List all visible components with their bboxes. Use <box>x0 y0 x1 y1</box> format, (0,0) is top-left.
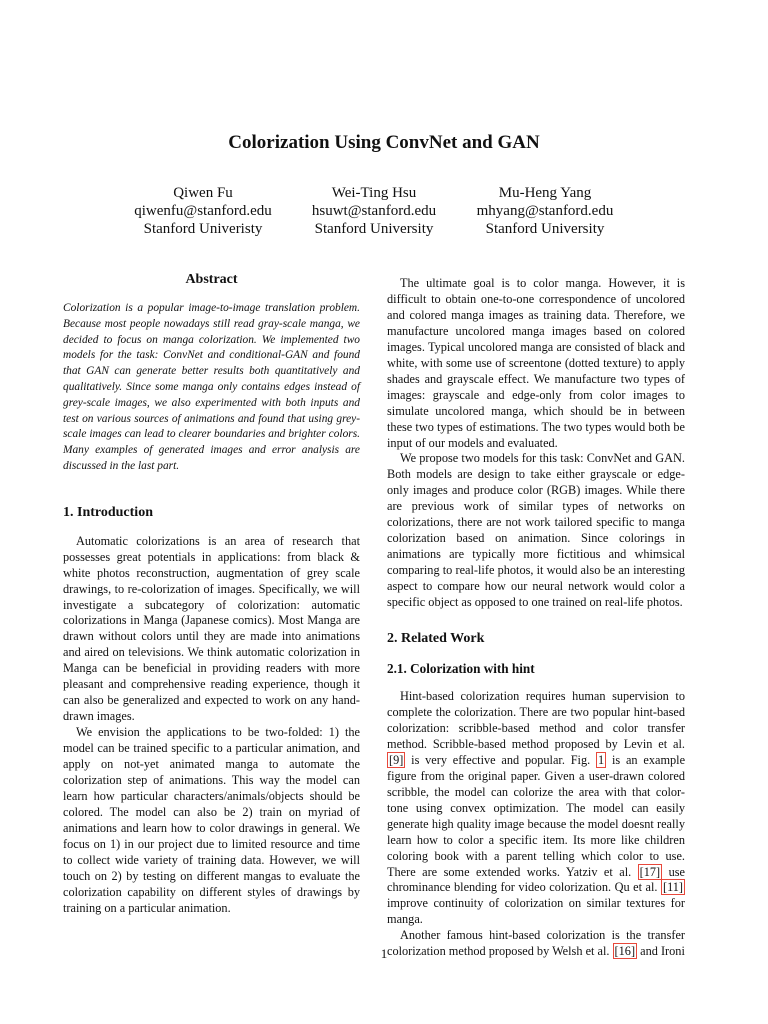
text-run: Another famous hint-based colorization is the transfer colorization method proposed by Welsh et al. <box>387 928 685 959</box>
citation-link[interactable]: [16] <box>614 944 636 959</box>
abstract-text: Colorization is a popular image-to-image translation problem. Because most people nowadays still read gray-scale manga, we decided to focus on manga colorization. We implemented two models for the task: ConvNet and conditional-GAN and found that GAN can generate better results both quantitatively and qualitatively. Since some manga only contains edges instead of grey-scale images, we also experimented with both inputs and test on various sources of animations and found that using grey-scale images can lead to clearer boundaries and brighter colors. Many examples of generated images and error analysis are discussed in the last part. <box>63 301 360 472</box>
intro-paragraph-2: We envision the applications to be two-folded: 1) the model can be trained specific to a particular animation, and apply on not-yet animated manga to automate the colorization step of animations. This way the model can learn how particular characters/animals/objects should be colored. The model can also be 2) train on myriad of animations and learn how to color drawings in general. We focus on 1) in our project due to limited resource and time to collect wide variety of training data. However, we will touch on 2) by testing on different mangas to evaluate the colorization capability on different styles of drawings by training on a particular animation. <box>63 725 360 915</box>
author-affiliation: Stanford University <box>485 221 605 237</box>
figure-link[interactable]: 1 <box>598 752 605 767</box>
left-column <box>63 272 360 917</box>
paper-title: Colorization Using ConvNet and GAN <box>228 132 540 153</box>
colorization-hint-subheading: 2.1. Colorization with hint <box>387 661 535 677</box>
text-run: and Ironi <box>640 944 685 959</box>
introduction-heading: 1. Introduction <box>63 504 153 520</box>
intro-paragraph-3: The ultimate goal is to color manga. However, it is difficult to obtain one-to-one correspondence of uncolored and colored manga images as training data. Therefore, we manufacture uncolored manga images based on colored images. Typical uncolored manga are consisted of black and white, with some use of screentone (dotted texture) to apply shades and grayscale effect. We manufacture two types of images: grayscale and edge-only from color images to simulate uncolored manga, which should be in between these two types of estimations. The two types would both be input of our models and evaluated. <box>387 276 685 450</box>
right-column <box>387 276 685 960</box>
text-run: Hint-based colorization requires human supervision to complete the colorization. There are two popular hint-based colorization: scribble-based method and color transfer method. Scribble-based method proposed by Levin et al. <box>387 689 685 751</box>
related-paragraph-1 <box>387 689 685 928</box>
page-number: 1 <box>380 946 388 961</box>
intro-paragraph-1: Automatic colorizations is an area of research that possesses great potentials in applications: from black & white photos reconstruction, augmentation of grey scale drawings, to re-colorization of images. Specifically, we will investigate a subcategory of colorization: automatic colorizations in Manga (Japanese comics). Most Manga are drawn without colors until they are made into animations and aired on televisions. We think automatic colorization in Manga can be beneficial in providing readers with more pleasant and comprehensive reading experience, though it can also be generalized and expected to work on any hand-drawn images. <box>63 533 360 724</box>
author-affiliation: Stanford University <box>314 221 434 237</box>
text-run: improve continuity of colorization on similar textures for manga. <box>387 896 685 927</box>
citation-link[interactable]: [17] <box>639 864 661 879</box>
author-email: qiwenfu@stanford.edu <box>134 203 272 219</box>
author-name: Qiwen Fu <box>173 185 233 201</box>
intro-paragraph-4: We propose two models for this task: ConvNet and GAN. Both models are design to take either grayscale or edge-only images and produce color (RGB) images. While there are previous work of similar types of networks on colorizations, there are not work tailored specific to manga colorization based on animation. Since colorings in animations are typically more fictitious and whimsical comparing to real-life photos, it would also be an interesting aspect to compare how our neural network would color a specific object as opposed to one trained on real-life photos. <box>387 451 685 610</box>
abstract-section <box>63 272 360 475</box>
author-name: Wei-Ting Hsu <box>331 185 417 201</box>
author-affiliation: Stanford Univeristy <box>143 221 263 237</box>
related-work-heading: 2. Related Work <box>387 631 485 647</box>
author-email: mhyang@stanford.edu <box>476 203 614 219</box>
abstract-heading: Abstract <box>185 272 238 287</box>
author-3 <box>425 184 665 238</box>
citation-link[interactable]: [11] <box>662 880 683 895</box>
author-name: Mu-Heng Yang <box>498 185 592 201</box>
citation-link[interactable]: [9] <box>389 752 404 767</box>
text-run: is an example figure from the original paper. Given a user-drawn colored scribble, the model can colorize the area with that color-tone using convex optimization. The model can easily generate high quality image because the model doesnt really learn how to color a specific item. Its more like children coloring book with a parent telling which color to use. There are some extended works. Yatziv et al. <box>387 752 686 879</box>
text-run: is very effective and popular. Fig. <box>411 752 591 767</box>
author-email: hsuwt@stanford.edu <box>311 203 437 219</box>
text-run: use chrominance blending for video colorization. Qu et al. <box>387 864 686 895</box>
